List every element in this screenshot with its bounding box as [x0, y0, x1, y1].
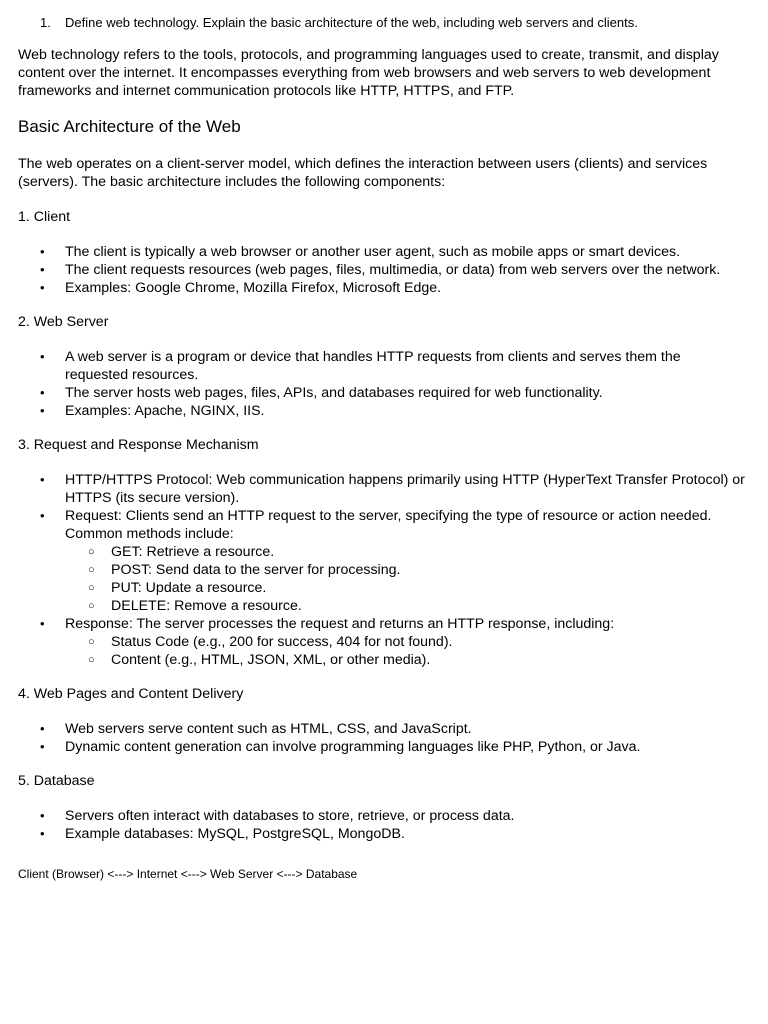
list-item — [18, 243, 746, 261]
bullet-list — [18, 243, 746, 297]
question — [18, 14, 746, 32]
sub-list-item-text: Content (e.g., HTML, JSON, XML, or other media). — [111, 652, 431, 668]
list-item — [18, 720, 746, 738]
circle-bullet-icon: ○ — [88, 600, 95, 612]
list-item-text: HTTP/HTTPS Protocol: Web communication happens primarily using HTTP (HyperText Transfer Protocol) or HTTPS (its secure version). — [65, 472, 745, 506]
sub-list-item-text: POST: Send data to the server for processing. — [111, 562, 401, 578]
list-item — [18, 615, 746, 669]
sub-list-item-text: DELETE: Remove a resource. — [111, 598, 302, 614]
sub-list-item — [65, 543, 746, 561]
sub-list-item — [65, 597, 746, 615]
list-item-text: The server hosts web pages, files, APIs, and databases required for web functionality. — [65, 385, 603, 401]
subsection-title: 5. Database — [18, 773, 95, 789]
list-item-text: The client requests resources (web pages, files, multimedia, or data) from web servers over the network. — [65, 262, 721, 278]
question-number: 1. — [40, 15, 51, 30]
section-heading: Basic Architecture of the Web — [18, 117, 241, 136]
sub-list-item-text: GET: Retrieve a resource. — [111, 544, 275, 560]
sub-list-item — [65, 651, 746, 669]
circle-bullet-icon: ○ — [88, 564, 95, 576]
list-item-text: A web server is a program or device that handles HTTP requests from clients and serves them the requested resources. — [65, 349, 681, 383]
list-item — [18, 738, 746, 756]
bullet-icon: • — [40, 508, 45, 523]
list-item-text: Servers often interact with databases to store, retrieve, or process data. — [65, 808, 515, 824]
bullet-list — [18, 807, 746, 843]
list-item — [18, 507, 746, 615]
sections — [18, 208, 746, 843]
subsection-title: 1. Client — [18, 209, 71, 225]
list-item-text: Examples: Apache, NGINX, IIS. — [65, 403, 265, 419]
bullet-icon: • — [40, 280, 45, 295]
flow-line: Client (Browser) <---> Internet <---> Web Server <---> Database — [18, 867, 358, 881]
subsection-title: 3. Request and Response Mechanism — [18, 437, 259, 453]
sub-list-item-text: PUT: Update a resource. — [111, 580, 267, 596]
subsection-title: 2. Web Server — [18, 314, 109, 330]
list-item-text: Request: Clients send an HTTP request to the server, specifying the type of resource or action needed. Common methods include: — [65, 508, 712, 542]
list-item-text: Example databases: MySQL, PostgreSQL, MongoDB. — [65, 826, 405, 842]
list-item — [18, 384, 746, 402]
list-item-text: Dynamic content generation can involve programming languages like PHP, Python, or Java. — [65, 739, 641, 755]
list-item — [18, 807, 746, 825]
bullet-icon: • — [40, 403, 45, 418]
list-item-text: The client is typically a web browser or another user agent, such as mobile apps or smart devices. — [65, 244, 681, 260]
sub-list-item-text: Status Code (e.g., 200 for success, 404 for not found). — [111, 634, 453, 650]
list-item — [18, 471, 746, 507]
bullet-icon: • — [40, 808, 45, 823]
bullet-icon: • — [40, 472, 45, 487]
sub-list-item — [65, 579, 746, 597]
bullet-icon: • — [40, 262, 45, 277]
bullet-icon: • — [40, 739, 45, 754]
list-item-text: Response: The server processes the request and returns an HTTP response, including: — [65, 616, 615, 632]
circle-bullet-icon: ○ — [88, 654, 95, 666]
bullet-icon: • — [40, 721, 45, 736]
list-item — [18, 402, 746, 420]
intro-paragraph: Web technology refers to the tools, protocols, and programming languages used to create, transmit, and display content over the internet. It encompasses everything from web browsers and web servers to web development frameworks and internet communication protocols like HTTP, HTTPS, and FTP. — [18, 47, 719, 99]
bullet-list — [18, 720, 746, 756]
sub-list — [65, 633, 746, 669]
list-item-text: Examples: Google Chrome, Mozilla Firefox, Microsoft Edge. — [65, 280, 442, 296]
circle-bullet-icon: ○ — [88, 546, 95, 558]
bullet-icon: • — [40, 826, 45, 841]
subsection-title: 4. Web Pages and Content Delivery — [18, 686, 244, 702]
sub-list-item — [65, 561, 746, 579]
bullet-list — [18, 348, 746, 420]
bullet-icon: • — [40, 349, 45, 364]
sub-list-item — [65, 633, 746, 651]
bullet-list — [18, 471, 746, 669]
list-item-text: Web servers serve content such as HTML, CSS, and JavaScript. — [65, 721, 472, 737]
overview-paragraph: The web operates on a client-server model, which defines the interaction between users (clients) and services (servers). The basic architecture includes the following components: — [18, 156, 708, 190]
sub-list — [65, 543, 746, 615]
question-text: Define web technology. Explain the basic architecture of the web, including web servers and clients. — [65, 15, 638, 30]
circle-bullet-icon: ○ — [88, 582, 95, 594]
bullet-icon: • — [40, 616, 45, 631]
list-item — [18, 279, 746, 297]
list-item — [18, 348, 746, 384]
circle-bullet-icon: ○ — [88, 636, 95, 648]
list-item — [18, 261, 746, 279]
bullet-icon: • — [40, 385, 45, 400]
bullet-icon: • — [40, 244, 45, 259]
list-item — [18, 825, 746, 843]
